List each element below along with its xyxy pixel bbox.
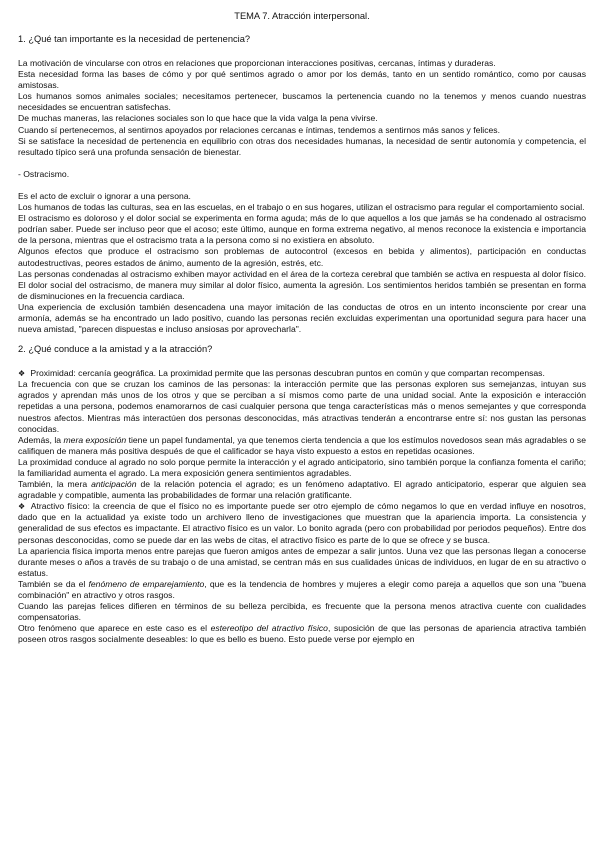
paragraph: Las personas condenadas al ostracismo exhiben mayor actividad en el área de la corteza cerebral que también se activa en respuesta al dolor físico. El dolor social del ostracismo, de manera muy similar al dolor físico, aumenta la agresión. Los sentimientos heridos también se presentan en forma de disminuciones en la frecuencia cardiaca. [18, 268, 586, 301]
physical-text: Atractivo físico: la creencia de que el físico no es importante puede ser otro ejemplo de cómo negamos lo que en verdad influye en nosotros, dado que en la actualidad ya existe todo un archivero lleno de investigaciones que muestran que la apariencia importa. La consistencia y generalidad de sus efectos es impactante. El atractivo físico es un valor. Lo bonito agrada (pero con probabilidad por periodos pequeños). Entre dos personas desconocidas, como se puede dar en las webs de citas, el atractivo físico es parte de lo que se ofrece y se busca. [18, 501, 586, 545]
paragraph-physical-attractiveness [18, 501, 586, 545]
section-1-heading: 1. ¿Qué tan importante es la necesidad de pertenencia? [18, 34, 251, 44]
emphasis: anticipación [91, 479, 137, 490]
paragraph: Una experiencia de exclusión también desencadena una mayor imitación de las conductas de otros en un intento inconsciente por crear una armonía, además se ha encontrado un lado positivo, cuando las personas recién excluidas experimentan una oportunidad segura para hacer una nueva amistad, "parecen dispuestas e incluso ansiosas por aprovecharla". [18, 301, 586, 335]
paragraph: Si se satisface la necesidad de pertenencia en equilibrio con otras dos necesidades humanas, la necesidad de sentir autonomía y competencia, el resultado típico será una profunda sensación de bienestar. [18, 135, 586, 157]
paragraph-stereotype [18, 623, 586, 645]
text-run: de la relación potencia el agrado; es un fenómeno adaptativo. El agrado anticipatorio, esperar que alguien sea agradable y compatible, aumenta las probabilidades de formar una relación gratificante. [18, 479, 586, 501]
paragraph-anticipation [18, 479, 586, 501]
document-page [18, 10, 586, 646]
text-run: También se da el [18, 578, 89, 589]
text-run: , que es la tendencia de hombres y mujeres a elegir como pareja a aquellos que son una "buena combinación" en atractivo y otros rasgos. [18, 578, 587, 601]
text-run: tiene un papel fundamental, ya que tenemos cierta tendencia a que los estímulos novedosos sean más agradables o se califiquen de manera más positiva después de que el calificador se haya visto expuesto a estos en repetidas ocasiones. [18, 434, 586, 456]
paragraph: Los humanos somos animales sociales; necesitamos pertenecer, buscamos la pertenencia cuando no la tenemos y menos cuando nuestras necesidades se encuentran satisfechas. [18, 91, 586, 113]
paragraph: La apariencia física importa menos entre parejas que fueron amigos antes de empezar a salir juntos. Uuna vez que las personas llegan a conocerse durante meses o años a través de su trabajo o de una amistad, se centran más en sus cualidades únicas de individuos, en lugar de en su atractivo o estatus. [18, 545, 586, 578]
paragraph: La frecuencia con que se cruzan los caminos de las personas: la interacción permite que las personas exploren sus semejanzas, intuyan sus agrados y aprendan más unos de los otros y que se perciban a sí mismos como parte de una unidad social. Ante la exposición e interacción repetidas a una persona, podemos enamorarnos de casi cualquier persona que tenga características más o menos semejantes y que corresponda nuestros afectos. Mientras más interactúen dos personas desconocidas, más atractivas tenderán a encontrarse entre sí: nos gustan las personas conocidas. [18, 379, 586, 434]
paragraph: Algunos efectos que produce el ostracismo son problemas de autocontrol (excesos en bebida y alimentos), participación en conductas autodestructivas, peores estados de ánimo, aumento de la agresión, estrés, etc. [18, 246, 586, 268]
paragraph: Cuando las parejas felices difieren en términos de su belleza percibida, es frecuente que la persona menos atractiva cuente con cualidades compensatorias. [18, 601, 586, 623]
ostracism-heading: - Ostracismo. [18, 168, 70, 179]
text-run: Otro fenómeno que aparece en este caso es el [18, 623, 211, 634]
paragraph: De muchas maneras, las relaciones sociales son lo que hace que la vida valga la pena vivirse. [18, 113, 378, 124]
text-run: Además, la [18, 434, 64, 445]
diamond-bullet-icon: ❖ [18, 502, 26, 512]
proximity-text: Proximidad: cercanía geográfica. La proximidad permite que las personas descubran puntos en común y que compartan recompensas. [30, 368, 545, 379]
text-run: También, la mera [18, 479, 92, 490]
emphasis: fenómeno de emparejamiento [88, 578, 205, 589]
paragraph-proximity [18, 368, 586, 379]
paragraph-matching [18, 579, 586, 601]
paragraph: Esta necesidad forma las bases de cómo y por qué sentimos agrado o amor por los demás, tanto en un sentido romántico, como por causas amistosas. [18, 69, 586, 91]
paragraph-mere-exposure [18, 435, 586, 457]
paragraph: Cuando sí pertenecemos, al sentirnos apoyados por relaciones cercanas e íntimas, tendemos a sentirnos más sanos y felices. [18, 124, 500, 135]
emphasis: estereotipo del atractivo físico [210, 623, 328, 634]
emphasis: mera exposición [63, 434, 127, 445]
document-title: TEMA 7. Atracción interpersonal. [234, 11, 370, 21]
spacer [18, 335, 586, 343]
paragraph: El ostracismo es doloroso y el dolor social se experimenta en forma aguda; más de lo que aquellos a los que jamás se ha condenado al ostracismo podrían saber. Puede ser incluso peor que el acoso; este último, aunque en forma extrema negativo, al menos reconoce la existencia e importancia de la persona, mientras que el ostracismo trata a la persona como si no existiera en absoluto. [18, 213, 586, 246]
section-2-heading: 2. ¿Qué conduce a la amistad y a la atracción? [18, 344, 213, 355]
spacer [18, 158, 586, 169]
paragraph: Es el acto de excluir o ignorar a una persona. [18, 190, 191, 201]
paragraph: Los humanos de todas las culturas, sea en las escuelas, en el trabajo o en sus hogares, utilizan el ostracismo para regular el comportamiento social. [18, 202, 585, 213]
text-run: , suposición de que las personas de apariencia atractiva también poseen otros rasgos socialmente deseables: lo que es bello es bueno. Esto puede verse por ejemplo en [18, 623, 587, 645]
spacer [18, 180, 586, 191]
paragraph: La motivación de vincularse con otros en relaciones que proporcionan interacciones positivas, cercanas, íntimas y duraderas. [18, 58, 496, 68]
diamond-bullet-icon: ❖ [18, 369, 26, 379]
paragraph: La proximidad conduce al agrado no solo porque permite la interacción y el agrado anticipatorio, sino también porque la confianza fomenta el cariño; la familiaridad aumenta el agrado. La mera exposición genera sentimientos agradables. [18, 456, 586, 478]
